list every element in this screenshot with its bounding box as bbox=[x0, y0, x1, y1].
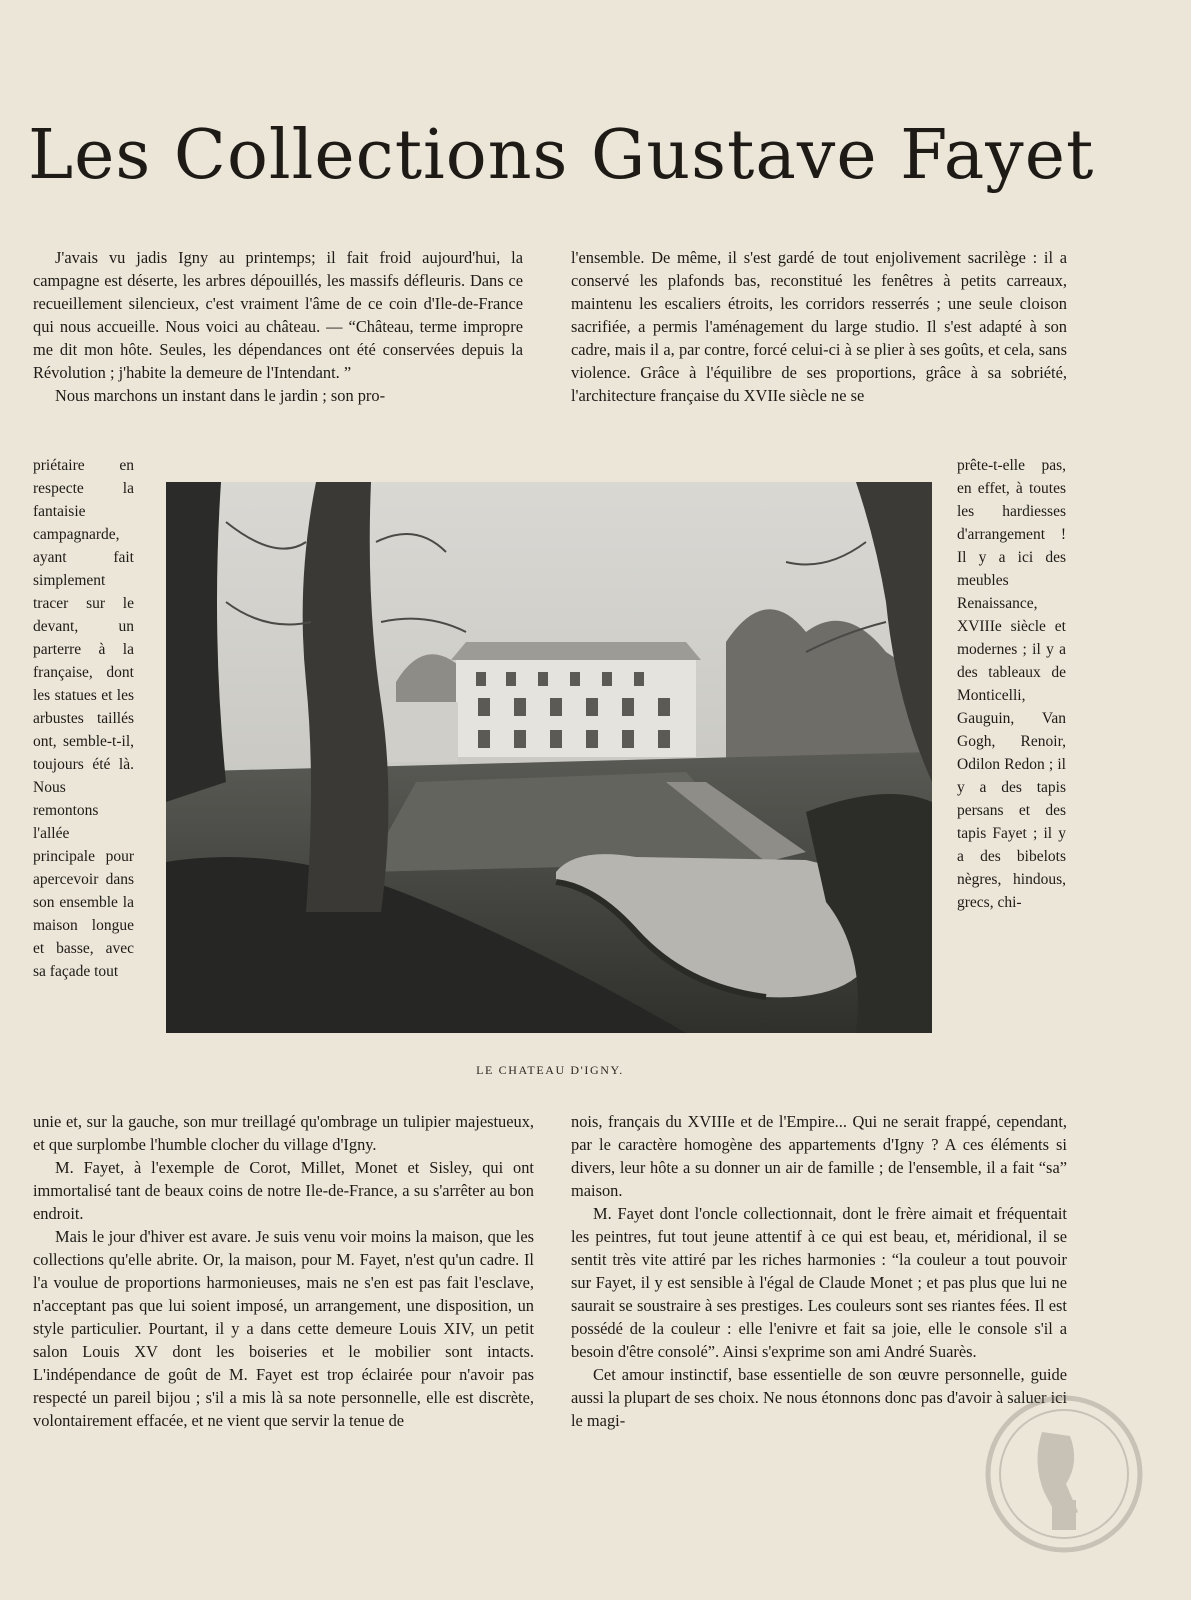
chateau-photograph bbox=[166, 482, 932, 1033]
paragraph: Nous marchons un instant dans le jardin ; son pro- bbox=[55, 386, 386, 405]
right-column-bottom bbox=[571, 1110, 1067, 1432]
paragraph: M. Fayet, à l'exemple de Corot, Millet, Monet et Sisley, qui ont immortalisé tant de beaux coins de notre Ile-de-France, a su s'arrêter au bon endroit. bbox=[33, 1158, 534, 1223]
right-column-wrap bbox=[957, 454, 1066, 914]
paragraph: nois, français du XVIIIe et de l'Empire... Qui ne serait frappé, cependant, par le caractère homogène des appartements d'Igny ? A ces éléments si divers, leur hôte a su donner un air de famille ; de l'ensemble, il a fait “sa” maison. bbox=[571, 1112, 1067, 1200]
chateau-photo-illustration bbox=[166, 482, 932, 1033]
paragraph: Cet amour instinctif, base essentielle de son œuvre personnelle, guide aussi la plupart de ses choix. Ne nous étonnons donc pas d'avoir à saluer ici le magi- bbox=[571, 1365, 1067, 1430]
paragraph: Mais le jour d'hiver est avare. Je suis venu voir moins la maison, que les collections qu'elle abrite. Or, la maison, pour M. Fayet, n'est qu'un cadre. Il l'a voulue de proportions harmonieuses, mais ne s'en est pas fait l'esclave, n'acceptant pas que lui soient imposé, un arrangement, une disposition, un style particulier. Pourtant, il y a dans cette demeure Louis XIV, un petit salon Louis XV dont les boiseries et le mobilier sont intacts. L'indépendance de goût de M. Fayet est trop éclairée pour n'avoir pas respecté un pareil bijou ; s'il a mis là sa note personnelle, elle est discrète, volontairement effacée, et ne vient que servir la tenue de bbox=[33, 1227, 534, 1430]
paragraph: prête-t-elle pas, en effet, à toutes les hardiesses d'arrangement ! Il y a ici des meubles Renaissance, XVIIIe siècle et modernes ; il y a des tableaux de Monticelli, Gauguin, Van Gogh, Renoir, Odilon Redon ; il y a des tapis persans et des tapis Fayet ; il y a des bibelots nègres, hindous, grecs, chi- bbox=[957, 457, 1066, 911]
photo-caption: LE CHATEAU D'IGNY. bbox=[476, 1063, 624, 1077]
paragraph: J'avais vu jadis Igny au printemps; il fait froid aujourd'hui, la campagne est déserte, les arbres dépouillés, les massifs défleuris. Dans ce recueillement silencieux, c'est vraiment l'âme de ce coin d'Ile-de-France qui nous accueille. Nous voici au château. — “Château, terme impropre me dit mon hôte. Seules, les dépendances ont été conservées depuis la Révolution ; j'habite la demeure de l'Intendant. ” bbox=[33, 248, 523, 382]
paragraph: M. Fayet dont l'oncle collectionnait, dont le frère aimait et fréquentait les peintres, fut tout jeune attentif à ce qui est beau, et, méridional, il se sentit très vite attiré par les riches harmonies : “la couleur a tout pouvoir sur Fayet, il y est sensible à l'égal de Claude Monet ; et pas plus que lui ne saurait se soustraire à ses prestiges. Les couleurs sont ses riantes fées. Il est possédé de la couleur : elle l'enivre et fait sa joie, elle le console s'il a besoin d'être consolé”. Ainsi s'exprime son ami André Suarès. bbox=[571, 1204, 1067, 1361]
paragraph: unie et, sur la gauche, son mur treillagé qu'ombrage un tulipier majestueux, et que surplombe l'humble clocher du village d'Igny. bbox=[33, 1112, 534, 1154]
left-column-wrap bbox=[33, 454, 134, 983]
right-column-top bbox=[571, 246, 1067, 407]
library-stamp-icon bbox=[982, 1392, 1146, 1556]
page-title: Les Collections Gustave Fayet bbox=[28, 116, 1095, 195]
left-column-top bbox=[33, 246, 523, 407]
left-column-bottom bbox=[33, 1110, 534, 1432]
paragraph: priétaire en respecte la fantaisie campagnarde, ayant fait simplement tracer sur le devant, un parterre à la française, dont les statues et les arbustes taillés ont, semble-t-il, toujours été là. Nous remontons l'allée principale pour apercevoir dans son ensemble la maison longue et basse, avec sa façade tout bbox=[33, 457, 134, 980]
paragraph: l'ensemble. De même, il s'est gardé de tout enjolivement sacrilège : il a conservé les plafonds bas, reconstitué les fenêtres à petits carreaux, maintenu les escaliers étroits, les corridors resserrés ; une seule cloison sacrifiée, a permis l'aménagement du large studio. Il s'est adapté à son cadre, mais il a, par contre, forcé celui-ci à se plier à ses goûts, et cela, sans violence. Grâce à l'équilibre de ses proportions, grâce à sa sobriété, l'architecture française du XVIIe siècle ne se bbox=[571, 248, 1067, 405]
